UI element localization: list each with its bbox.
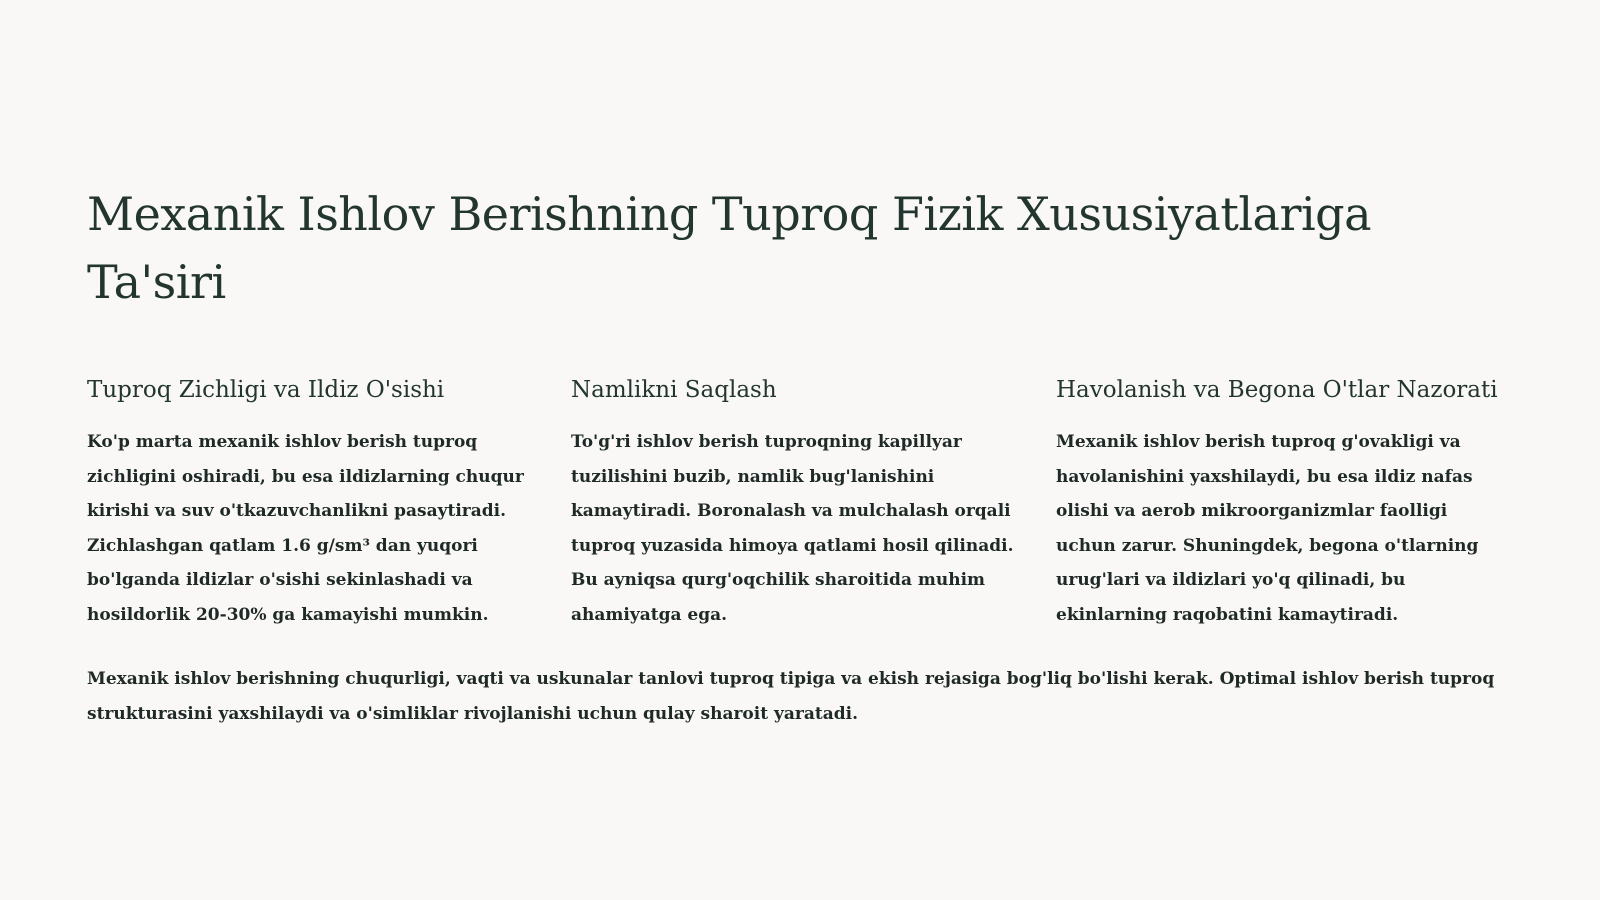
content-columns (87, 375, 1517, 655)
column-aeration (1056, 375, 1501, 632)
column-heading: Havolanish va Begona O'tlar Nazorati (1056, 377, 1498, 403)
slide-title: Mexanik Ishlov Berishning Tuproq Fizik Xususiyatlariga Ta'siri (87, 187, 1372, 309)
column-text: Ko'p marta mexanik ishlov berish tuproq zichligini oshiradi, bu esa ildizlarning chuqur kirishi va suv o'tkazuvchanlikni pasaytiradi. Zichlashgan qatlam 1.6 g/sm³ dan yuqori bo'lganda ildizlar o'sishi sekinlashadi va hosildorlik 20-30% ga kamayishi mumkin. (87, 432, 524, 625)
column-text: To'g'ri ishlov berish tuproqning kapillyar tuzilishini buzib, namlik bug'lanishini kamaytiradi. Boronalash va mulchalash orqali tuproq yuzasida himoya qatlami hosil qilinadi. Bu ayniqsa qurg'oqchilik sharoitida muhim ahamiyatga ega. (571, 432, 1014, 625)
column-heading: Namlikni Saqlash (571, 377, 777, 403)
summary-paragraph: Mexanik ishlov berishning chuqurligi, vaqti va uskunalar tanlovi tuproq tipiga va ekish rejasiga bog'liq bo'lishi kerak. Optimal ishlov berish tuproq strukturasini yaxshilaydi va o'simliklar rivojlanishi uchun qulay sharoit yaratadi. (87, 669, 1495, 724)
column-heading: Tuproq Zichligi va Ildiz O'sishi (87, 377, 445, 403)
column-text: Mexanik ishlov berish tuproq g'ovakligi va havolanishini yaxshilaydi, bu esa ildiz nafas olishi va aerob mikroorganizmlar faolligi uchun zarur. Shuningdek, begona o'tlarning urug'lari va ildizlari yo'q qilinadi, bu ekinlarning raqobatini kamaytiradi. (1056, 432, 1479, 625)
column-soil-density (87, 375, 532, 632)
slide (87, 180, 1517, 724)
column-moisture (571, 375, 1016, 632)
